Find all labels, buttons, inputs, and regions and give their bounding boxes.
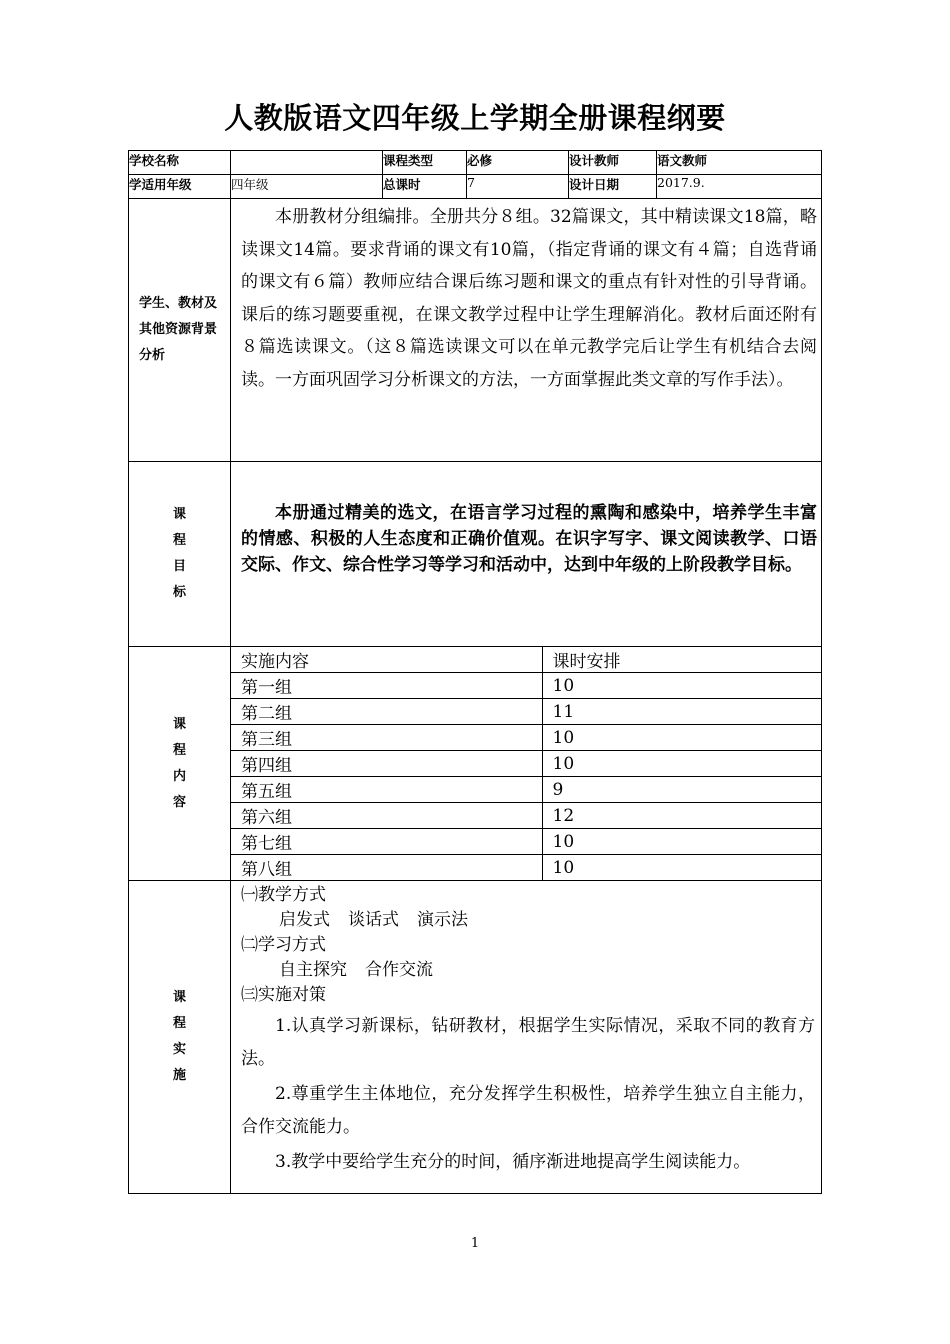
course-type-value: 必修 xyxy=(467,151,569,175)
content-table xyxy=(231,647,821,880)
strategy-item: 2.尊重学生主体地位，充分发挥学生积极性，培养学生独立自主能力，合作交流能力。 xyxy=(241,1084,815,1137)
grade-label: 学适用年级 xyxy=(129,175,231,199)
date-label: 设计日期 xyxy=(569,175,657,199)
table-row xyxy=(231,777,821,803)
group-cell: 第六组 xyxy=(231,803,542,829)
teaching-method: 谈话式 xyxy=(348,910,399,930)
school-value xyxy=(231,151,383,175)
content-row xyxy=(129,647,822,881)
goal-label-char: 标 xyxy=(172,585,186,600)
implementation-label-char: 课 xyxy=(172,990,186,1005)
grade-value: 四年级 xyxy=(231,175,383,199)
hours-cell: 10 xyxy=(552,857,575,878)
strategy-item: 3.教学中要给学生充分的时间，循序渐进地提高学生阅读能力。 xyxy=(275,1152,751,1172)
learning-methods xyxy=(241,958,815,983)
implementation-cell xyxy=(231,881,822,1194)
table-row xyxy=(231,673,821,699)
content-label xyxy=(129,647,231,881)
goal-label-char: 目 xyxy=(172,559,186,574)
hours-cell: 10 xyxy=(542,673,821,699)
page-number: 1 xyxy=(470,1236,480,1251)
learning-method: 合作交流 xyxy=(365,960,433,980)
strategy-item: 1.认真学习新课标，钻研教材，根据学生实际情况，采取不同的教育方法。 xyxy=(241,1016,815,1069)
content-table-cell xyxy=(231,647,822,881)
group-cell: 第八组 xyxy=(231,855,542,881)
content-col2-header: 课时安排 xyxy=(542,647,821,673)
content-label-char: 程 xyxy=(172,742,186,758)
goal-row xyxy=(129,462,822,647)
goal-label-char: 程 xyxy=(172,533,186,548)
content-label-char: 课 xyxy=(172,716,186,732)
content-label-char: 内 xyxy=(172,768,186,784)
group-cell: 第三组 xyxy=(231,725,542,751)
analysis-cell xyxy=(231,199,822,462)
learning-method: 自主探究 xyxy=(279,960,347,980)
school-label: 学校名称 xyxy=(129,151,231,175)
implementation-row xyxy=(129,881,822,1194)
hours-value: 7 xyxy=(467,175,569,199)
date-value: 2017.9. xyxy=(657,175,822,199)
table-row xyxy=(231,803,821,829)
teaching-heading: ㈠教学方式 xyxy=(241,885,326,905)
table-row xyxy=(231,699,821,725)
teaching-method: 演示法 xyxy=(417,910,468,930)
content-col1-header: 实施内容 xyxy=(231,647,542,673)
group-cell: 第一组 xyxy=(231,673,542,699)
teaching-methods xyxy=(241,908,815,933)
table-row xyxy=(231,725,821,751)
hours-cell: 11 xyxy=(542,699,821,725)
page-title: 人教版语文四年级上学期全册课程纲要 xyxy=(224,101,726,135)
hours-label: 总课时 xyxy=(383,175,467,199)
designer-value: 语文教师 xyxy=(657,151,822,175)
course-type-label: 课程类型 xyxy=(383,151,467,175)
goal-text: 本册通过精美的选文，在语言学习过程的熏陶和感染中，培养学生丰富的情感、积极的人生态度和正确价值观。在识字写字、课文阅读教学、口语交际、作文、综合性学习等学习和活动中，达到中年级的上阶段教学目标。 xyxy=(241,503,817,575)
implementation-label-char: 实 xyxy=(172,1042,186,1057)
analysis-text: 本册教材分组编排。全册共分８组。32篇课文，其中精读课文18篇，略读课文14篇。要求背诵的课文有10篇，（指定背诵的课文有４篇；自选背诵的课文有６篇）教师应结合课后练习题和课文的重点有针对性的引导背诵。课后的练习题要重视，在课文教学过程中让学生理解消化。教材后面还附有８篇选读课文。（这８篇选读课文可以在单元教学完后让学生有机结合去阅读。一方面巩固学习分析课文的方法，一方面掌握此类文章的写作手法）。 xyxy=(241,207,817,390)
implementation-label xyxy=(129,881,231,1194)
table-row xyxy=(231,855,821,881)
strategy-heading: ㈢实施对策 xyxy=(241,985,326,1005)
designer-label: 设计教师 xyxy=(569,151,657,175)
hours-cell: 10 xyxy=(542,725,821,751)
analysis-row xyxy=(129,199,822,462)
goal-cell xyxy=(231,462,822,647)
implementation-label-char: 施 xyxy=(172,1068,186,1083)
course-outline-table xyxy=(128,150,822,1194)
group-cell: 第二组 xyxy=(231,699,542,725)
table-row xyxy=(231,751,821,777)
goal-label xyxy=(129,462,231,647)
goal-label-char: 课 xyxy=(172,507,186,522)
hours-cell: 10 xyxy=(542,751,821,777)
hours-cell: 10 xyxy=(542,829,821,855)
group-cell: 第七组 xyxy=(231,829,542,855)
group-cell: 第四组 xyxy=(231,751,542,777)
learning-heading: ㈡学习方式 xyxy=(241,935,326,955)
hours-cell: 9 xyxy=(542,777,821,803)
group-cell: 第五组 xyxy=(231,777,542,803)
header-row-2 xyxy=(129,175,822,199)
analysis-label: 学生、教材及其他资源背景分析 xyxy=(129,199,231,462)
content-header-row xyxy=(231,647,821,673)
content-label-char: 容 xyxy=(172,794,186,810)
table-row xyxy=(231,829,821,855)
hours-cell: 12 xyxy=(542,803,821,829)
header-row-1 xyxy=(129,151,822,175)
teaching-method: 启发式 xyxy=(279,910,330,930)
implementation-label-char: 程 xyxy=(172,1016,186,1031)
